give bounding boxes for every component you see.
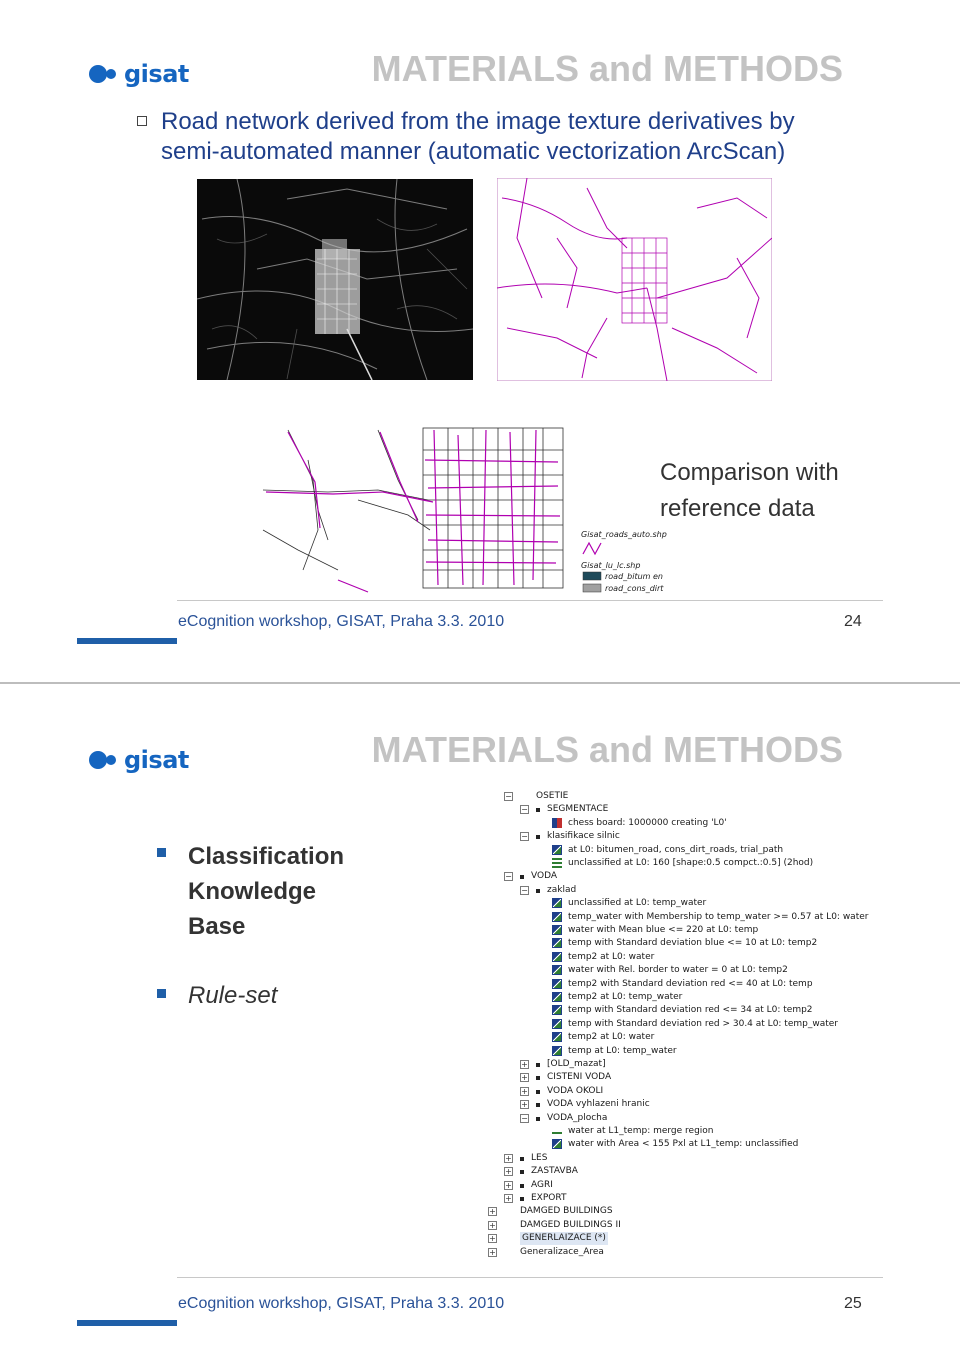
legend-swatch-bitumen [583, 572, 601, 580]
tree-row-label: temp2 with Standard deviation red <= 40 at L0: temp [568, 978, 813, 989]
classification-icon [552, 1046, 562, 1056]
tree-row-label: DAMGED BUILDINGS [520, 1206, 613, 1217]
footer-text: eCognition workshop, GISAT, Praha 3.3. 2010 [178, 613, 505, 630]
expand-icon[interactable]: + [489, 1220, 496, 1230]
collapse-icon[interactable]: − [521, 805, 528, 815]
tree-row-label: water with Area < 155 Pxl at L1_temp: unclassified [568, 1139, 799, 1150]
expand-icon[interactable]: + [489, 1207, 496, 1217]
footer-text: eCognition workshop, GISAT, Praha 3.3. 2010 [178, 1295, 505, 1312]
bullet-rule-set: Rule-set [188, 982, 278, 1009]
logo-wordmark: gisat [124, 746, 189, 774]
tree-row-label: temp2 at L0: water [568, 1032, 655, 1043]
tree-row-label: unclassified at L0: 160 [shape:0.5 compct.:0.5] (2hod) [568, 858, 814, 868]
logo-wordmark: gisat [124, 60, 189, 88]
collapse-icon[interactable]: − [505, 792, 512, 801]
bullet-line1: Classification [188, 843, 345, 870]
classification-icon [552, 952, 562, 962]
page-number: 25 [844, 1295, 862, 1312]
bullet-text-line1: Road network derived from the image texture derivatives by [161, 108, 795, 135]
process-bullet-icon [520, 1184, 524, 1188]
tree-row-label: AGRI [531, 1179, 553, 1190]
tree-row-label: Generalizace_Area [520, 1246, 604, 1257]
process-bullet-icon [536, 1117, 540, 1121]
expand-icon[interactable]: + [521, 1086, 528, 1096]
gisat-logo-icon [88, 749, 118, 771]
tree-row-label: temp2 at L0: temp_water [568, 992, 683, 1002]
process-bullet-icon [520, 1197, 524, 1201]
process-bullet-icon [536, 1090, 540, 1094]
classification-icon [552, 965, 562, 975]
tree-row-label: temp with Standard deviation red > 30.4 at L0: temp_water [568, 1018, 838, 1029]
process-bullet-icon [520, 1170, 524, 1174]
tree-row-label: chess board: 1000000 creating 'L0' [568, 817, 727, 828]
classification-icon [552, 992, 562, 1002]
process-bullet-icon [536, 835, 540, 839]
footer-rule [177, 600, 883, 601]
collapse-icon[interactable]: − [505, 872, 512, 882]
vectorized-roads-image [497, 178, 772, 381]
legend-class1: road_bitum en [605, 572, 663, 581]
comparison-line2: reference data [660, 495, 815, 522]
tree-row-label: VODA_plocha [547, 1112, 608, 1123]
tree-row-label: at L0: bitumen_road, cons_dirt_roads, trial_path [568, 844, 784, 855]
classification-icon [552, 1032, 562, 1042]
bullet-line3: Base [188, 913, 246, 940]
tree-row-label: [OLD_mazat] [547, 1059, 606, 1069]
segmentation-icon [552, 858, 562, 868]
gisat-logo-icon [88, 63, 118, 85]
tree-row-label: LES [531, 1152, 548, 1163]
bullet-marker [157, 989, 166, 998]
tree-row-label: water at L1_temp: merge region [568, 1126, 714, 1136]
chessboard-icon [552, 818, 562, 828]
footer-accent-bar [77, 1320, 177, 1326]
collapse-icon[interactable]: − [521, 885, 528, 895]
collapse-icon[interactable]: − [521, 1113, 528, 1123]
tree-row-label: klasifikace silnic [547, 831, 620, 842]
legend-swatch-dirt [583, 584, 601, 592]
classification-icon [552, 845, 562, 855]
bullet-text [161, 107, 795, 167]
footer-rule [177, 1277, 883, 1278]
tree-row-label: zaklad [547, 884, 577, 895]
process-bullet-icon [536, 889, 540, 893]
tree-row-label: temp with Standard deviation red <= 34 at L0: temp2 [568, 1005, 813, 1016]
process-bullet-icon [536, 1103, 540, 1107]
process-bullet-icon [536, 1063, 540, 1067]
expand-icon[interactable]: + [521, 1100, 528, 1110]
gisat-logo [88, 60, 189, 88]
process-bullet-icon [536, 1076, 540, 1080]
expand-icon[interactable]: + [521, 1060, 528, 1069]
comparison-caption [660, 455, 839, 527]
tree-row-label: unclassified at L0: temp_water [568, 898, 707, 909]
legend-line-symbol [583, 543, 601, 554]
merge-region-icon [552, 1126, 562, 1134]
tree-row-label: EXPORT [531, 1193, 567, 1203]
tree-row-label: ZASTAVBA [531, 1166, 578, 1177]
tree-row-label: temp2 at L0: water [568, 951, 655, 962]
tree-row-label: VODA vyhlazeni hranic [547, 1099, 650, 1110]
tree-row-label: temp_water with Membership to temp_water >= 0.57 at L0: water [568, 911, 869, 922]
tree-row-label: water with Mean blue <= 220 at L0: temp [568, 925, 759, 935]
expand-icon[interactable]: + [521, 1073, 528, 1083]
expand-icon[interactable]: + [489, 1234, 496, 1244]
expand-icon[interactable]: + [505, 1153, 512, 1163]
legend-layer1-label: Gisat_roads_auto.shp [581, 530, 667, 539]
classification-icon [552, 1019, 562, 1029]
tree-row-label: VODA OKOLI [547, 1085, 604, 1096]
legend-class2: road_cons_dirt [605, 584, 664, 593]
process-bullet-icon [520, 875, 524, 879]
page-number: 24 [844, 613, 862, 630]
classification-icon [552, 898, 562, 908]
tree-row-label: SEGMENTACE [547, 804, 609, 815]
classification-icon [552, 938, 562, 948]
tree-row-label: VODA [531, 871, 558, 882]
process-bullet-icon [536, 808, 540, 812]
slide-title: MATERIALS and METHODS [371, 48, 843, 89]
comparison-line1: Comparison with [660, 459, 839, 486]
tree-row-label: GENERLAIZACE (*) [522, 1233, 606, 1244]
slide-24 [0, 0, 960, 683]
bullet-text-line2: semi-automated manner (automatic vectorization ArcScan) [161, 138, 786, 165]
bullet-marker [137, 116, 147, 126]
comparison-map-image [258, 420, 570, 596]
tree-row-label: CISTENI VODA [547, 1072, 612, 1083]
classification-icon [552, 979, 562, 989]
collapse-icon[interactable]: − [521, 832, 528, 842]
expand-icon[interactable]: + [505, 1180, 512, 1190]
tree-row-label: temp at L0: temp_water [568, 1045, 677, 1056]
classification-icon [552, 912, 562, 922]
classification-icon [552, 1005, 562, 1015]
tree-row-label: water with Rel. border to water = 0 at L0: temp2 [568, 965, 788, 976]
bullet-knowledge-base [188, 839, 344, 944]
tree-row-label: OSETIE [536, 791, 569, 801]
expand-icon[interactable]: + [489, 1247, 496, 1257]
classification-icon [552, 925, 562, 935]
classification-icon [552, 1139, 562, 1149]
legend-layer2-label: Gisat_lu_lc.shp [581, 561, 641, 570]
slide-title: MATERIALS and METHODS [371, 729, 843, 770]
bullet-line2: Knowledge [188, 878, 317, 905]
tree-row-label: DAMGED BUILDINGS II [520, 1219, 621, 1230]
slide-25 [0, 684, 960, 1367]
texture-derivative-image [197, 179, 473, 380]
footer-accent-bar [77, 638, 177, 644]
bullet-marker [157, 848, 166, 857]
process-bullet-icon [520, 1157, 524, 1161]
expand-icon[interactable]: + [505, 1167, 512, 1177]
tree-row-label: temp with Standard deviation blue <= 10 at L0: temp2 [568, 938, 818, 949]
gisat-logo [88, 746, 189, 774]
map-legend [578, 528, 688, 596]
expand-icon[interactable]: + [505, 1194, 512, 1203]
